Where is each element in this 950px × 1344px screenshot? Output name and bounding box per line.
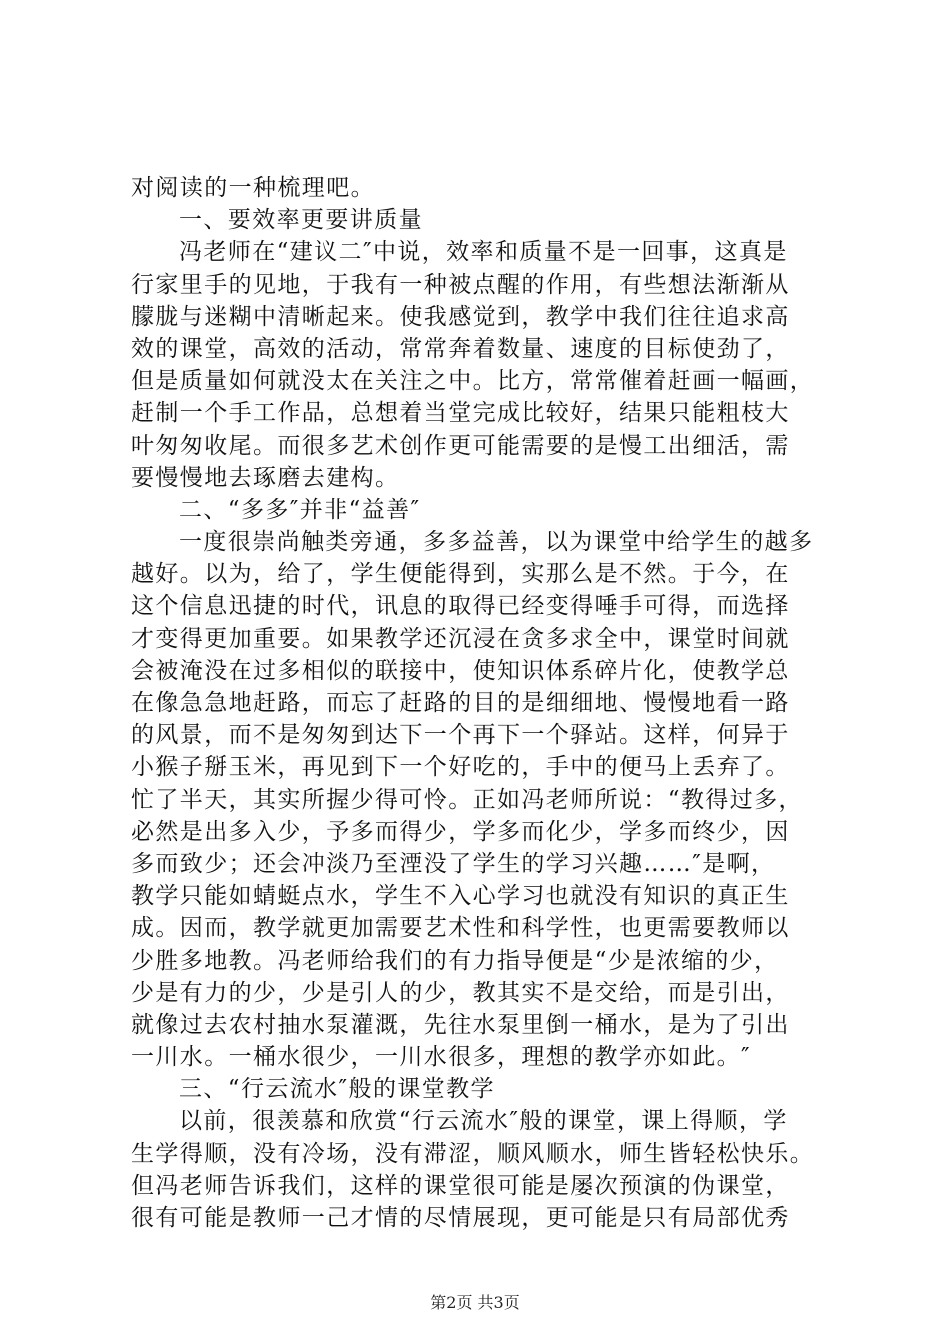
text-line: 行家里手的见地，于我有一种被点醒的作用，有些想法渐渐从 xyxy=(131,271,790,298)
text-line: 一度很崇尚触类旁通，多多益善，以为课堂中给学生的越多 xyxy=(179,529,814,556)
text-line: 赶制一个手工作品，总想着当堂完成比较好，结果只能粗枝大 xyxy=(131,400,790,427)
text-line: 要慢慢地去琢磨去建构。 xyxy=(131,464,400,491)
text-line: 必然是出多入少，予多而得少，学多而化少，学多而终少，因 xyxy=(131,818,790,845)
text-line: 的风景，而不是匆匆到达下一个再下一个驿站。这样，何异于 xyxy=(131,722,790,749)
text-line: 以前，很羡慕和欣赏“行云流水″般的课堂，课上得顺，学 xyxy=(179,1108,788,1135)
text-line: 效的课堂，高效的活动，常常奔着数量、速度的目标使劲了， xyxy=(131,335,790,362)
text-line: 会被淹没在过多相似的联接中，使知识体系碎片化，使教学总 xyxy=(131,657,790,684)
text-line: 生学得顺，没有冷场，没有滞涩，顺风顺水，师生皆轻松快乐。 xyxy=(131,1140,815,1167)
text-line: 小猴子掰玉米，再见到下一个好吃的，手中的便马上丢弃了。 xyxy=(131,754,790,781)
page-number-footer: 第2页 共3页 xyxy=(430,1293,520,1312)
text-line: 在像急急地赶路，而忘了赶路的目的是细细地、慢慢地看一路 xyxy=(131,690,790,716)
text-line: 冯老师在“建议二″中说，效率和质量不是一回事，这真是 xyxy=(179,239,788,266)
text-line: 叶匆匆收尾。而很多艺术创作更可能需要的是慢工出细活，需 xyxy=(131,432,790,459)
text-line: 成。因而，教学就更加需要艺术性和科学性，也更需要教师以 xyxy=(131,915,790,942)
text-line: 忙了半天，其实所握少得可怜。正如冯老师所说：“教得过多， xyxy=(131,786,803,813)
text-line: 少胜多地教。冯老师给我们的有力指导便是“少是浓缩的少， xyxy=(131,947,779,974)
document-body xyxy=(131,172,841,1234)
text-line: 但是质量如何就没太在关注之中。比方，常常催着赶画一幅画， xyxy=(131,368,815,395)
section-heading: 三、“行云流水″般的课堂教学 xyxy=(179,1076,495,1103)
section-heading: 二、“多多″并非“益善″ xyxy=(179,496,421,523)
text-line: 少是有力的少，少是引人的少，教其实不是交给，而是引出， xyxy=(131,979,790,1006)
text-line: 这个信息迅捷的时代，讯息的取得已经变得唾手可得，而选择 xyxy=(131,593,790,620)
text-line: 对阅读的一种梳理吧。 xyxy=(131,175,375,201)
text-line: 多而致少；还会冲淡乃至湮没了学生的学习兴趣……″是啊， xyxy=(131,850,776,877)
text-line: 很有可能是教师一己才情的尽情展现，更可能是只有局部优秀 xyxy=(131,1205,790,1231)
text-line: 越好。以为，给了，学生便能得到，实那么是不然。于今，在 xyxy=(131,561,790,588)
text-line: 才变得更加重要。如果教学还沉浸在贪多求全中，课堂时间就 xyxy=(131,625,790,652)
text-line: 教学只能如蜻蜓点水，学生不入心学习也就没有知识的真正生 xyxy=(131,883,790,910)
section-heading: 一、要效率更要讲质量 xyxy=(179,207,423,234)
text-line: 但冯老师告诉我们，这样的课堂很可能是屡次预演的伪课堂， xyxy=(131,1172,790,1199)
text-line: 就像过去农村抽水泵灌溉，先往水泵里倒一桶水，是为了引出 xyxy=(131,1011,790,1038)
text-line: 一川水。一桶水很少，一川水很多，理想的教学亦如此。″ xyxy=(131,1044,751,1071)
text-line: 朦胧与迷糊中清晰起来。使我感觉到，教学中我们往往追求高 xyxy=(131,303,790,330)
